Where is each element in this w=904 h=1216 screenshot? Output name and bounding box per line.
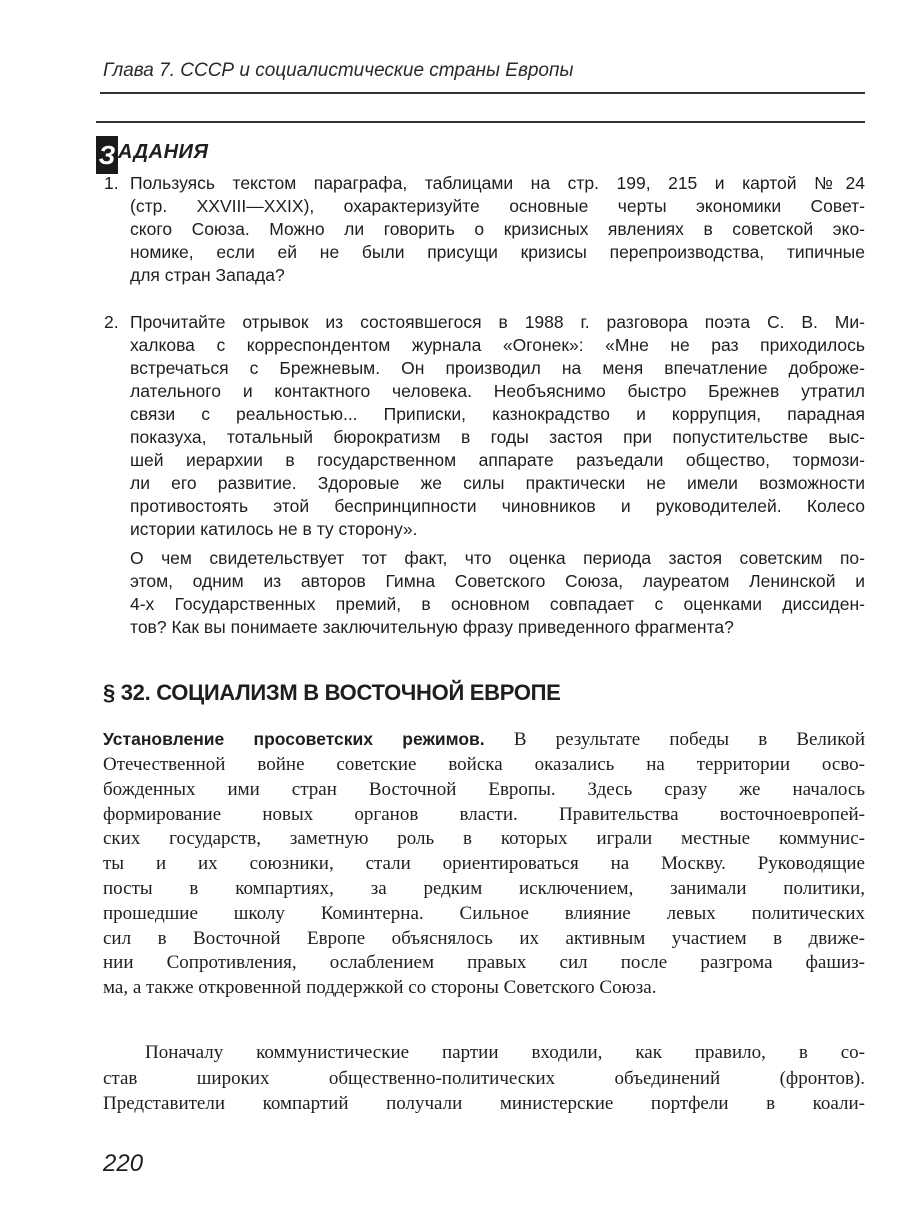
task-line: Пользуясь текстом параграфа, таблицами на стр. 199, 215 и картой №24: [130, 173, 865, 193]
task-line: Прочитайте отрывок из состоявшегося в 1988 г. разговора поэта С. В. Ми-: [130, 312, 865, 332]
task-line: шей иерархии в государственном аппарате разъедали общество, тормози-: [130, 450, 865, 470]
paragraph-line: прошедшие школу Коминтерна. Сильное влияние левых политических: [103, 902, 865, 924]
task-number: 2.: [104, 312, 119, 332]
task-line: ли его развитие. Здоровые же силы практически не имели возможности: [130, 473, 865, 493]
task-line: 4-х Государственных премий, в основном совпадает с оценками диссиден-: [130, 594, 865, 614]
paragraph-line: посты в компартиях, за редким исключением, занимали политики,: [103, 878, 865, 899]
paragraph-line: ма, а также откровенной поддержкой со стороны Советского Союза.: [103, 977, 657, 999]
task-number: 1.: [104, 173, 119, 193]
tasks-rule: [96, 121, 865, 123]
task-line: халкова с корреспондентом журнала «Огонек»: «Мне не раз приходилось: [130, 335, 865, 355]
paragraph-line: став широких общественно-политических объединений (фронтов).: [103, 1067, 865, 1089]
paragraph-line: Представители компартий получали министерские портфели в коали-: [103, 1093, 865, 1114]
tasks-title-initial: З: [96, 136, 118, 174]
task-line: встречаться с Брежневым. Он производил на меня впечатление доброже-: [130, 358, 865, 378]
task-line: этом, одним из авторов Гимна Советского Союза, лауреатом Ленинской и: [130, 571, 865, 591]
paragraph-line: нии Сопротивления, ослаблением правых сил после разгрома фашиз-: [103, 952, 865, 974]
task-line: (стр. XXVIII—XXIX), охарактеризуйте основные черты экономики Совет-: [130, 196, 865, 216]
section-heading: § 32. СОЦИАЛИЗМ В ВОСТОЧНОЙ ЕВРОПЕ: [103, 680, 561, 705]
task-line: О чем свидетельствует тот факт, что оценка периода застоя советским по-: [130, 548, 865, 568]
page-number: 220: [103, 1150, 144, 1177]
tasks-title: АДАНИЯ: [118, 141, 209, 163]
task-line: ского Союза. Можно ли говорить о кризисных явлениях в советской эко-: [130, 219, 865, 239]
paragraph-line: Отечественной войне советские войска оказались на территории осво-: [103, 754, 865, 775]
paragraph-line: сил в Восточной Европе объяснялось их активным участием в движе-: [103, 927, 865, 949]
paragraph-line: [103, 729, 865, 751]
paragraph-line: ты и их союзники, стали ориентироваться на Москву. Руководящие: [103, 853, 865, 875]
task-line: тов? Как вы понимаете заключительную фразу приведенного фрагмента?: [130, 617, 734, 637]
paragraph-line: Поначалу коммунистические партии входили, как правило, в со-: [145, 1042, 865, 1063]
paragraph-text: В результате победы в Великой: [513, 729, 866, 750]
task-line: для стран Запада?: [130, 265, 285, 285]
paragraph-line: божденных ими стран Восточной Европы. Здесь сразу же началось: [103, 778, 865, 800]
task-line: номике, если ей не были присущи кризисы перепроизводства, типичные: [130, 242, 865, 262]
paragraph-line: ских государств, заметную роль в которых играли местные коммунис-: [103, 828, 865, 850]
paragraph-line: формирование новых органов власти. Правительства восточноевропей-: [103, 803, 865, 825]
task-line: связи с реальностью... Приписки, казнокрадство и коррупция, парадная: [130, 404, 865, 424]
header-rule: [100, 92, 865, 94]
task-line: противостоять этой беспринципности чиновников и руководителей. Колесо: [130, 496, 865, 516]
runin-heading: Установление просоветских режимов.: [103, 729, 485, 749]
task-line: истории катилось не в ту сторону».: [130, 519, 418, 539]
task-line: лательного и контактного человека. Необъяснимо быстро Брежнев утратил: [130, 381, 865, 401]
running-title: Глава 7. СССР и социалистические страны Европы: [103, 60, 574, 81]
task-line: показуха, тотальный бюрократизм в годы застоя при попустительстве выс-: [130, 427, 865, 447]
